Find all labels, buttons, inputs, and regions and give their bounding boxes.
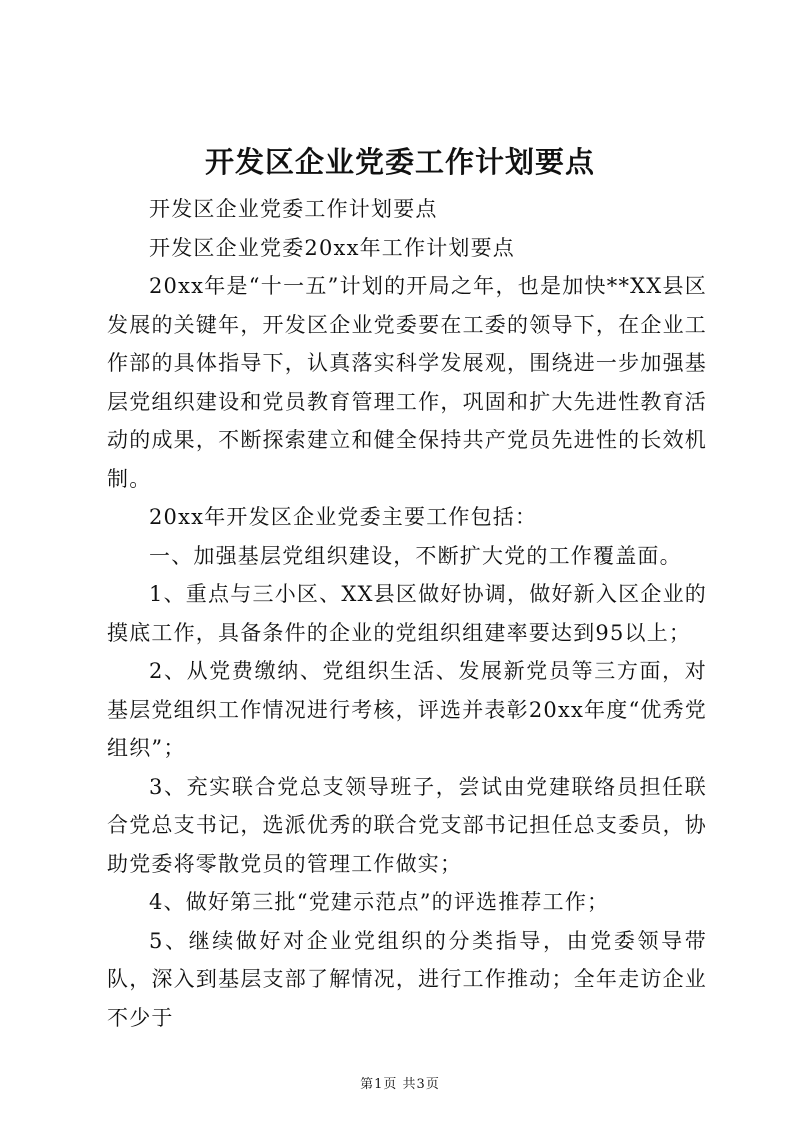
paragraph: 20xx年是“十一五”计划的开局之年，也是加快**XX县区发展的关键年，开发区企业党委要在工委的领导下，在企业工作部的具体指导下，认真落实科学发展观，围绕进一步加强基层党组织建设和党员教育管理工作，巩固和扩大先进性教育活动的成果，不断探索建立和健全保持共产党员先进性的长效机制。 [107, 274, 707, 491]
paragraph: 一、加强基层党组织建设，不断扩大党的工作覆盖面。 [149, 543, 682, 568]
paragraph: 5、继续做好对企业党组织的分类指导，由党委领导带队，深入到基层支部了解情况，进行工作推动；全年走访企业不少于 [107, 928, 707, 1030]
paragraph: 开发区企业党委工作计划要点 [149, 197, 438, 221]
paragraph: 1、重点与三小区、XX县区做好协调，做好新入区企业的摸底工作，具备条件的企业的党组织组建率要达到95以上； [107, 582, 707, 645]
document-title: 开发区企业党委工作计划要点 [204, 145, 595, 179]
paragraph: 开发区企业党委20xx年工作计划要点 [149, 235, 516, 260]
page-number-footer: 第1页 共3页 [360, 1077, 440, 1092]
document-body [107, 190, 707, 1037]
paragraph: 20xx年开发区企业党委主要工作包括： [149, 505, 538, 529]
paragraph: 3、充实联合党总支领导班子，尝试由党建联络员担任联合党总支书记，选派优秀的联合党支部书记担任总支委员，协助党委将零散党员的管理工作做实； [107, 774, 707, 876]
paragraph: 2、从党费缴纳、党组织生活、发展新党员等三方面，对基层党组织工作情况进行考核，评选并表彰20xx年度“优秀党组织”； [107, 659, 707, 760]
paragraph: 4、做好第三批“党建示范点”的评选推荐工作； [149, 890, 610, 914]
